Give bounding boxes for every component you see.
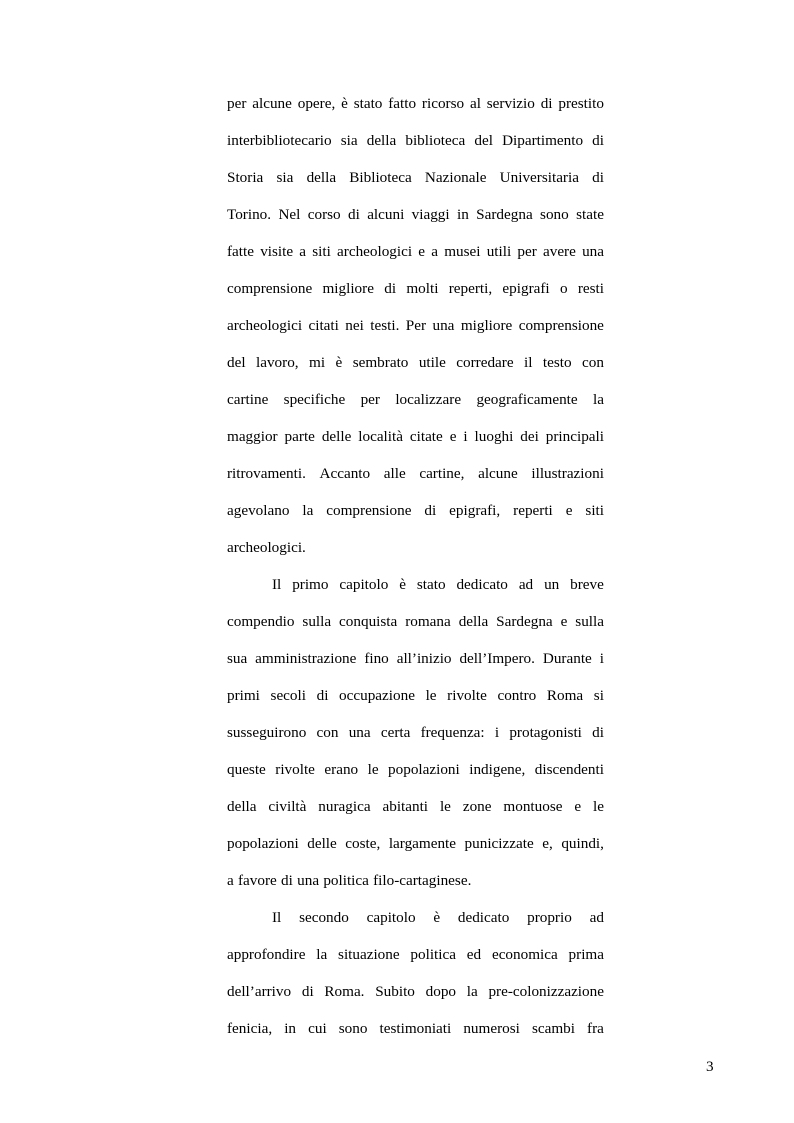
text-line: agevolano la comprensione di epigrafi, reperti e siti <box>227 502 604 519</box>
text-line: fatte visite a siti archeologici e a musei utili per avere una <box>227 243 604 260</box>
text-line: Il primo capitolo è stato dedicato ad un breve <box>272 576 604 593</box>
text-line: del lavoro, mi è sembrato utile corredare il testo con <box>227 354 604 371</box>
text-line: Il secondo capitolo è dedicato proprio ad <box>272 909 604 926</box>
text-line: susseguirono con una certa frequenza: i protagonisti di <box>227 724 604 741</box>
text-line: a favore di una politica filo-cartaginese. <box>227 872 472 889</box>
paragraph <box>227 90 604 571</box>
text-line: queste rivolte erano le popolazioni indigene, discendenti <box>227 761 604 778</box>
text-line: ritrovamenti. Accanto alle cartine, alcune illustrazioni <box>227 465 604 482</box>
text-line: cartine specifiche per localizzare geograficamente la <box>227 391 604 408</box>
text-line: archeologici. <box>227 539 306 556</box>
text-line: Torino. Nel corso di alcuni viaggi in Sardegna sono state <box>227 206 604 223</box>
text-line: compendio sulla conquista romana della Sardegna e sulla <box>227 613 604 630</box>
paragraph <box>227 904 604 1052</box>
text-line: interbibliotecario sia della biblioteca del Dipartimento di <box>227 132 604 149</box>
text-line: maggior parte delle località citate e i luoghi dei principali <box>227 428 604 445</box>
text-line: sua amministrazione fino all’inizio dell’Impero. Durante i <box>227 650 604 667</box>
paragraph <box>227 571 604 904</box>
document-body <box>227 90 604 1052</box>
text-line: archeologici citati nei testi. Per una migliore comprensione <box>227 317 604 334</box>
text-line: fenicia, in cui sono testimoniati numerosi scambi fra <box>227 1020 604 1037</box>
text-line: comprensione migliore di molti reperti, epigrafi o resti <box>227 280 604 297</box>
text-line: popolazioni delle coste, largamente punicizzate e, quindi, <box>227 835 604 852</box>
text-line: primi secoli di occupazione le rivolte contro Roma si <box>227 687 604 704</box>
text-line: dell’arrivo di Roma. Subito dopo la pre-colonizzazione <box>227 983 604 1000</box>
text-line: della civiltà nuragica abitanti le zone montuose e le <box>227 798 604 815</box>
text-line: approfondire la situazione politica ed economica prima <box>227 946 604 963</box>
text-line: per alcune opere, è stato fatto ricorso al servizio di prestito <box>227 95 604 112</box>
text-line: Storia sia della Biblioteca Nazionale Universitaria di <box>227 169 604 186</box>
page-number: 3 <box>706 1058 714 1075</box>
